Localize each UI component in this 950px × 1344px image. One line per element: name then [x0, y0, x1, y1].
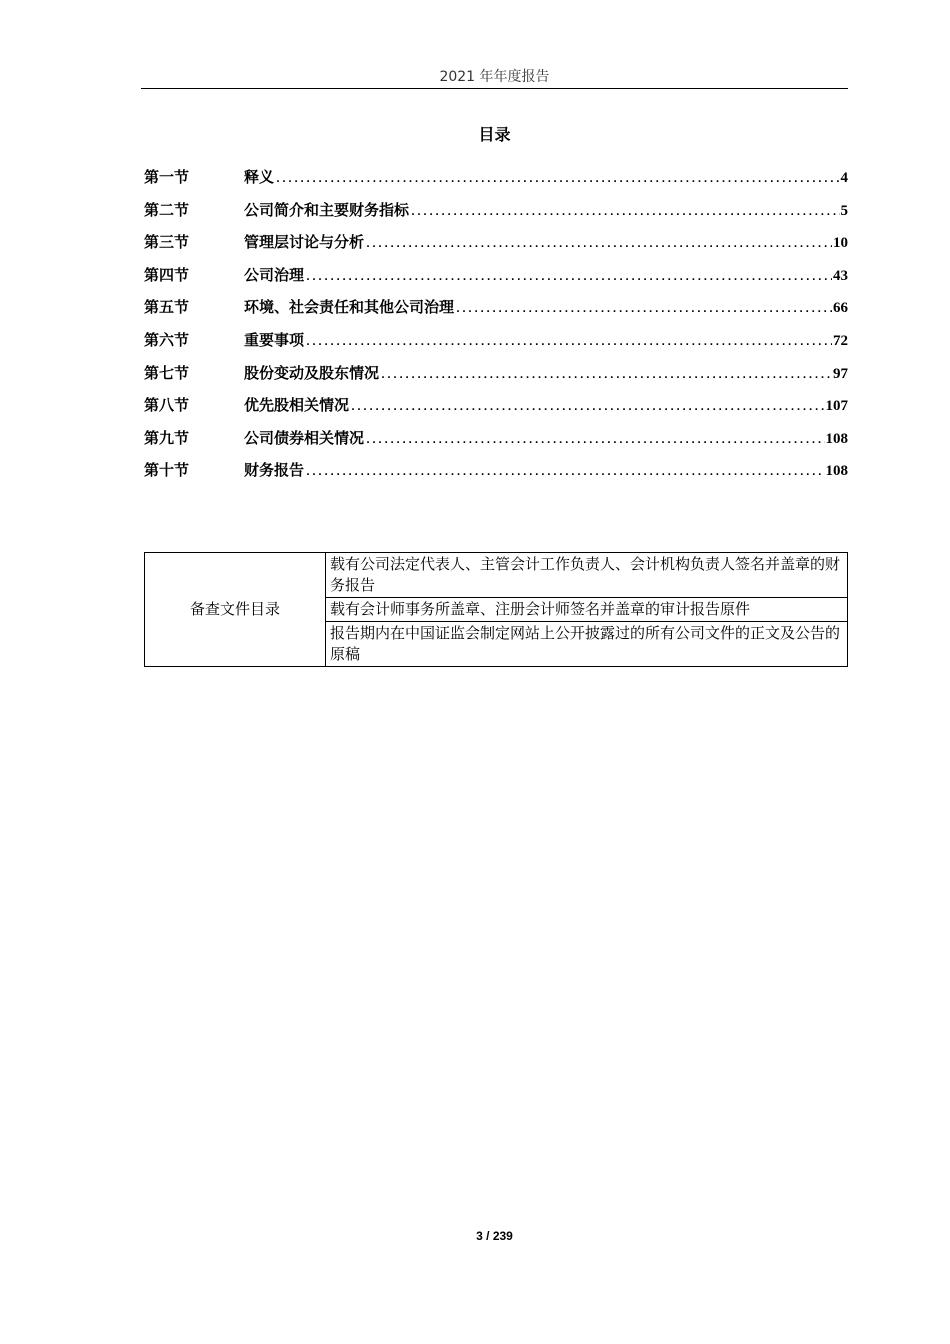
toc-section-title: 重要事项 — [244, 330, 305, 349]
toc-section-number: 第五节 — [144, 298, 190, 317]
header-divider — [141, 88, 848, 89]
toc-section-number: 第十节 — [144, 461, 190, 480]
reference-document-item: 载有公司法定代表人、主管会计工作负责人、会计机构负责人签名并盖章的财务报告 — [326, 553, 848, 598]
toc-section-number: 第六节 — [144, 330, 190, 349]
table-of-contents — [144, 166, 848, 492]
toc-leader-dots — [455, 304, 832, 315]
toc-section-number: 第三节 — [144, 233, 190, 252]
toc-section-title: 管理层讨论与分析 — [244, 233, 365, 252]
toc-leader-dots — [380, 370, 832, 381]
toc-section-number: 第二节 — [144, 200, 190, 219]
toc-page-number: 72 — [833, 332, 848, 349]
toc-leader-dots — [365, 435, 824, 446]
toc-section-title: 公司债券相关情况 — [244, 428, 365, 447]
toc-leader-dots — [305, 272, 832, 283]
reference-document-item: 报告期内在中国证监会制定网站上公开披露过的所有公司文件的正文及公告的原稿 — [326, 622, 848, 667]
toc-title: 目录 — [478, 125, 511, 144]
toc-leader-dots — [275, 174, 839, 185]
toc-section-title: 股份变动及股东情况 — [244, 363, 380, 382]
toc-section-title: 财务报告 — [244, 461, 305, 480]
toc-leader-dots — [350, 402, 824, 413]
toc-leader-dots — [365, 239, 832, 250]
toc-entry[interactable] — [144, 329, 848, 362]
toc-entry[interactable] — [144, 394, 848, 427]
toc-section-number: 第一节 — [144, 168, 190, 186]
reference-documents-table — [144, 552, 848, 667]
toc-section-title: 释义 — [244, 168, 275, 186]
toc-page-number: 66 — [833, 300, 848, 317]
toc-page-number: 97 — [833, 365, 848, 382]
reference-documents-heading: 备查文件目录 — [145, 553, 326, 667]
toc-leader-dots — [410, 207, 839, 218]
toc-page-number: 10 — [833, 235, 848, 252]
toc-section-number: 第四节 — [144, 265, 190, 284]
toc-entry[interactable] — [144, 264, 848, 297]
toc-entry[interactable] — [144, 231, 848, 264]
toc-entry[interactable] — [144, 362, 848, 395]
toc-entry[interactable] — [144, 296, 848, 329]
toc-section-title: 公司治理 — [244, 265, 305, 284]
page-number: 3 / 239 — [476, 1229, 513, 1243]
toc-page-number: 5 — [840, 202, 848, 219]
toc-section-title: 优先股相关情况 — [244, 396, 350, 415]
toc-section-title: 公司简介和主要财务指标 — [244, 200, 410, 219]
toc-page-number: 108 — [825, 463, 848, 480]
toc-section-number: 第八节 — [144, 396, 190, 415]
toc-leader-dots — [305, 467, 824, 478]
page-header: 2021 年年度报告 — [439, 69, 550, 85]
table-row — [145, 553, 848, 598]
toc-section-number: 第七节 — [144, 363, 190, 382]
toc-entry[interactable] — [144, 199, 848, 232]
reference-document-item: 载有会计师事务所盖章、注册会计师签名并盖章的审计报告原件 — [326, 598, 848, 622]
toc-entry[interactable] — [144, 459, 848, 492]
toc-page-number: 108 — [825, 430, 848, 447]
toc-page-number: 107 — [825, 398, 848, 415]
toc-page-number: 4 — [840, 170, 848, 186]
toc-section-number: 第九节 — [144, 428, 190, 447]
toc-entry[interactable] — [144, 166, 848, 199]
toc-section-title: 环境、社会责任和其他公司治理 — [244, 298, 455, 317]
toc-page-number: 43 — [833, 267, 848, 284]
toc-entry[interactable] — [144, 427, 848, 460]
toc-leader-dots — [305, 337, 832, 348]
